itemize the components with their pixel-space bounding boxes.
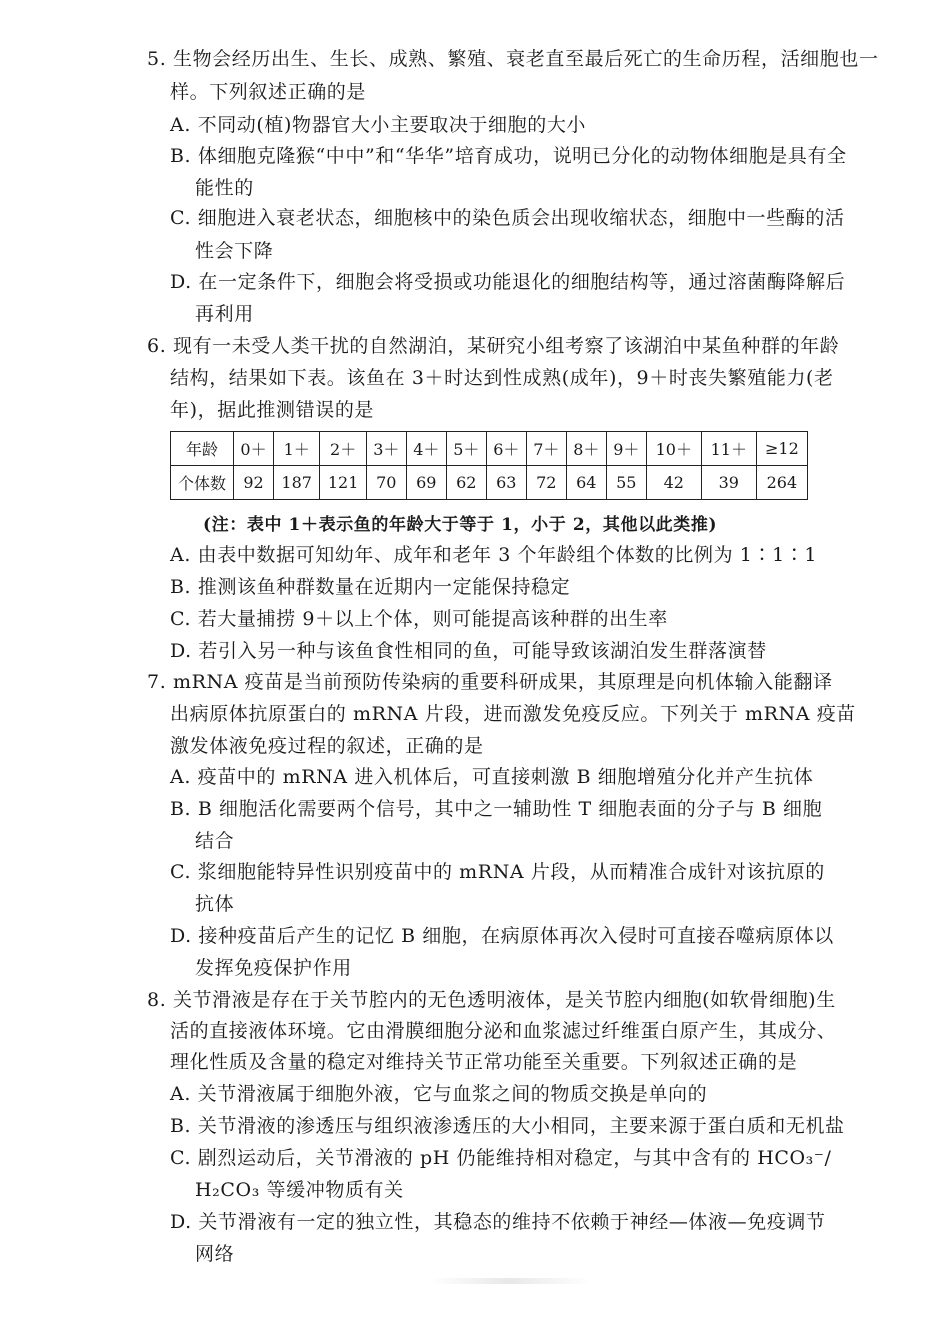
q7-option-d-cont: 发挥免疫保护作用 (195, 957, 352, 979)
q8-option-c-cont: H₂CO₃ 等缓冲物质有关 (195, 1179, 404, 1201)
count-cell: 42 (646, 466, 701, 500)
age-cell: 7＋ (526, 432, 566, 466)
age-cell: 2＋ (320, 432, 366, 466)
q7-option-b: B. B 细胞活化需要两个信号，其中之一辅助性 T 细胞表面的分子与 B 细胞 (170, 798, 823, 820)
age-structure-table (170, 431, 808, 500)
q6-stem-line-3: 年)，据此推测错误的是 (170, 399, 375, 421)
age-cell: 3＋ (366, 432, 406, 466)
q6-option-d: D. 若引入另一种与该鱼食性相同的鱼，可能导致该湖泊发生群落演替 (170, 640, 767, 662)
age-cell: 4＋ (406, 432, 446, 466)
count-cell: 187 (274, 466, 320, 500)
q8-option-a: A. 关节滑液属于细胞外液，它与血浆之间的物质交换是单向的 (170, 1083, 708, 1105)
count-cell: 62 (446, 466, 486, 500)
q8-option-c: C. 剧烈运动后，关节滑液的 pH 仍能维持相对稳定，与其中含有的 HCO₃⁻/ (170, 1147, 832, 1169)
q8-option-b: B. 关节滑液的渗透压与组织液渗透压的大小相同，主要来源于蛋白质和无机盐 (170, 1115, 845, 1137)
q7-option-c: C. 浆细胞能特异性识别疫苗中的 mRNA 片段，从而精准合成针对该抗原的 (170, 861, 825, 883)
q7-stem-line-2: 出病原体抗原蛋白的 mRNA 片段，进而激发免疫反应。下列关于 mRNA 疫苗 (170, 703, 856, 725)
q8-stem-line-2: 活的直接液体环境。它由滑膜细胞分泌和血浆滤过纤维蛋白原产生，其成分、 (170, 1020, 837, 1042)
q6-table-note: (注：表中 1＋表示鱼的年龄大于等于 1，小于 2，其他以此类推) (203, 515, 718, 535)
q5-stem-line-2: 样。下列叙述正确的是 (170, 81, 367, 103)
count-cell: 39 (701, 466, 756, 500)
q7-option-b-cont: 结合 (195, 830, 235, 852)
scan-smudge (430, 1278, 590, 1284)
count-cell: 70 (366, 466, 406, 500)
count-cell: 55 (606, 466, 646, 500)
q7-stem-line-3: 激发体液免疫过程的叙述，正确的是 (170, 735, 484, 757)
age-cell: ≥12 (756, 432, 807, 466)
q5-option-d-cont: 再利用 (195, 303, 254, 325)
count-cell: 63 (486, 466, 526, 500)
q7-stem-line-1: 7. mRNA 疫苗是当前预防传染病的重要科研成果，其原理是向机体输入能翻译 (147, 671, 833, 693)
q5-option-c: C. 细胞进入衰老状态，细胞核中的染色质会出现收缩状态，细胞中一些酶的活 (170, 207, 845, 229)
q5-option-b: B. 体细胞克隆猴“中中”和“华华”培育成功，说明已分化的动物体细胞是具有全 (170, 145, 847, 167)
age-row (171, 432, 808, 466)
q5-option-d: D. 在一定条件下，细胞会将受损或功能退化的细胞结构等，通过溶菌酶降解后 (170, 271, 846, 293)
q7-option-d: D. 接种疫苗后产生的记忆 B 细胞，在病原体再次入侵时可直接吞噬病原体以 (170, 925, 834, 947)
q6-option-c: C. 若大量捕捞 9＋以上个体，则可能提高该种群的出生率 (170, 608, 668, 630)
q6-option-b: B. 推测该鱼种群数量在近期内一定能保持稳定 (170, 576, 571, 598)
count-cell: 264 (756, 466, 807, 500)
age-cell: 8＋ (566, 432, 606, 466)
age-cell: 11＋ (701, 432, 756, 466)
q5-option-c-cont: 性会下降 (195, 240, 274, 262)
age-header-cell: 年龄 (171, 432, 234, 466)
count-header-cell: 个体数 (171, 466, 234, 500)
q6-stem-line-1: 6. 现有一未受人类干扰的自然湖泊，某研究小组考察了该湖泊中某鱼种群的年龄 (147, 335, 840, 357)
count-cell: 72 (526, 466, 566, 500)
q6-stem-line-2: 结构，结果如下表。该鱼在 3＋时达到性成熟(成年)，9＋时丧失繁殖能力(老 (170, 367, 834, 389)
count-cell: 92 (234, 466, 274, 500)
age-cell: 9＋ (606, 432, 646, 466)
count-cell: 69 (406, 466, 446, 500)
age-cell: 1＋ (274, 432, 320, 466)
age-cell: 0＋ (234, 432, 274, 466)
age-cell: 10＋ (646, 432, 701, 466)
count-cell: 121 (320, 466, 366, 500)
age-cell: 5＋ (446, 432, 486, 466)
q7-option-c-cont: 抗体 (195, 893, 235, 915)
q6-option-a: A. 由表中数据可知幼年、成年和老年 3 个年龄组个体数的比例为 1∶1∶1 (170, 544, 818, 566)
q5-option-a: A. 不同动(植)物器官大小主要取决于细胞的大小 (170, 114, 587, 136)
count-row (171, 466, 808, 500)
q5-option-b-cont: 能性的 (195, 177, 254, 199)
q8-stem-line-1: 8. 关节滑液是存在于关节腔内的无色透明液体，是关节腔内细胞(如软骨细胞)生 (147, 989, 836, 1011)
q8-option-d: D. 关节滑液有一定的独立性，其稳态的维持不依赖于神经—体液—免疫调节 (170, 1211, 826, 1233)
age-cell: 6＋ (486, 432, 526, 466)
q8-stem-line-3: 理化性质及含量的稳定对维持关节正常功能至关重要。下列叙述正确的是 (170, 1051, 798, 1073)
q8-option-d-cont: 网络 (195, 1243, 235, 1265)
q5-stem-line-1: 5. 生物会经历出生、生长、成熟、繁殖、衰老直至最后死亡的生命历程，活细胞也一 (147, 48, 879, 70)
count-cell: 64 (566, 466, 606, 500)
q7-option-a: A. 疫苗中的 mRNA 进入机体后，可直接刺激 B 细胞增殖分化并产生抗体 (170, 766, 814, 788)
